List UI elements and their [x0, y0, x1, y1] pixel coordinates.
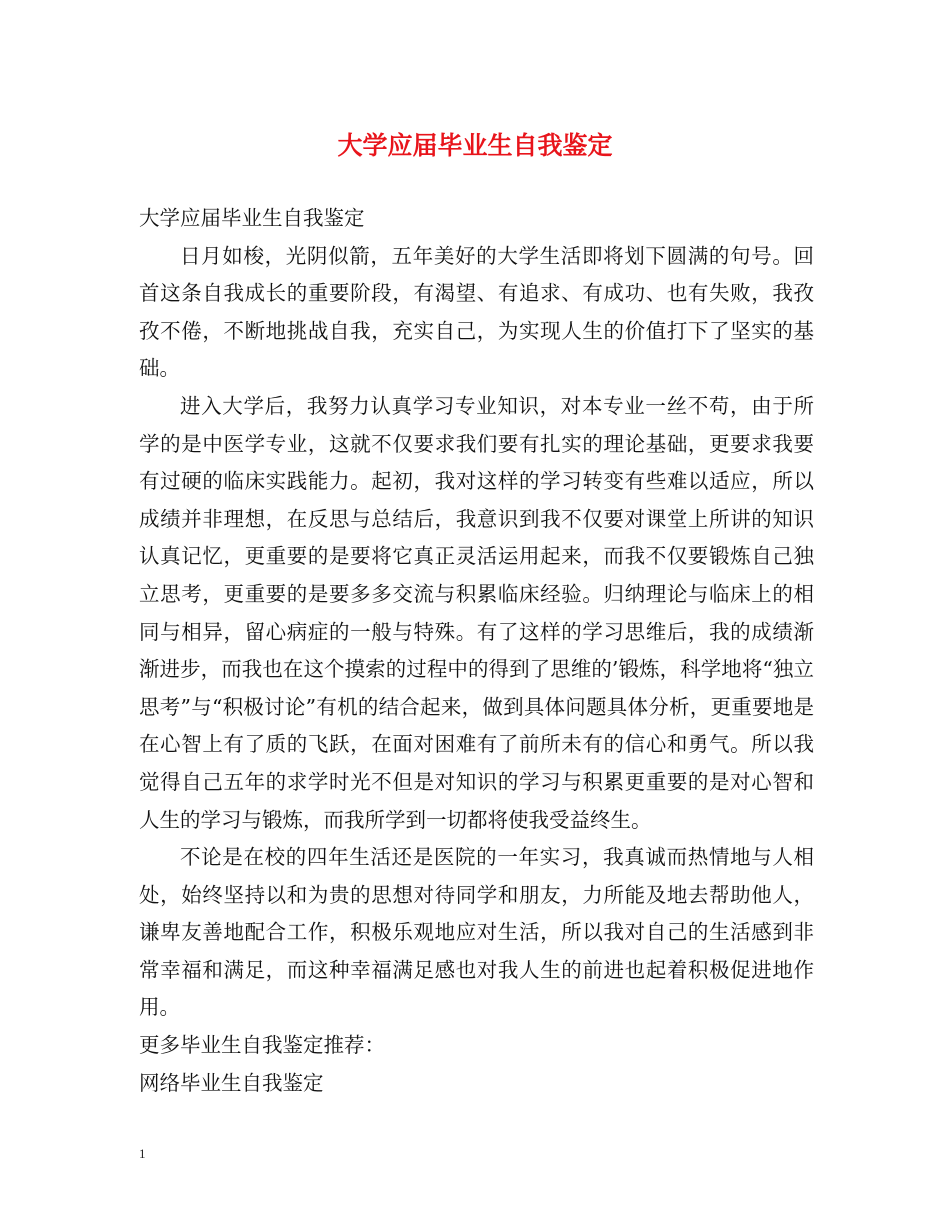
document-title: 大学应届毕业生自我鉴定 [337, 131, 613, 160]
related-article-link[interactable]: 网络毕业生自我鉴定 [139, 1070, 324, 1095]
page-number: 1 [139, 1146, 146, 1161]
paragraph-1: 日月如梭，光阴似箭，五年美好的大学生活即将划下圆满的句号。回首这条自我成长的重要阶段，有渴望、有追求、有成功、也有失败，我孜孜不倦，不断地挑战自我，充实自己，为实现人生的价值打下了坚实的基础。 [139, 243, 814, 381]
document-body [139, 200, 814, 1102]
paragraph-3: 不论是在校的四年生活还是医院的一年实习，我真诚而热情地与人相处，始终坚持以和为贵的思想对待同学和朋友，力所能及地去帮助他人，谦卑友善地配合工作，积极乐观地应对生活，所以我对自己的生活感到非常幸福和满足，而这种幸福满足感也对我人生的前进也起着积极促进地作用。 [139, 845, 814, 1020]
document-subtitle: 大学应届毕业生自我鉴定 [139, 206, 365, 230]
more-recommendations-label: 更多毕业生自我鉴定推荐： [139, 1033, 385, 1058]
paragraph-2: 进入大学后，我努力认真学习专业知识，对本专业一丝不苟，由于所学的是中医学专业，这就不仅要求我们要有扎实的理论基础，更要求我要有过硬的临床实践能力。起初，我对这样的学习转变有些难以适应，所以成绩并非理想，在反思与总结后，我意识到我不仅要对课堂上所讲的知识认真记忆，更重要的是要将它真正灵活运用起来，而我不仅要锻炼自己独立思考，更重要的是要多多交流与积累临床经验。归纳理论与临床上的相同与相异，留心病症的一般与特殊。有了这样的学习思维后，我的成绩渐渐进步，而我也在这个摸索的过程中的得到了思维的’锻炼，科学地将“独立思考”与“积极讨论”有机的结合起来，做到具体问题具体分析，更重要地是在心智上有了质的飞跃，在面对困难有了前所未有的信心和勇气。所以我觉得自己五年的求学时光不但是对知识的学习与积累更重要的是对心智和人生的学习与锻炼，而我所学到一切都将使我受益终生。 [139, 393, 814, 832]
